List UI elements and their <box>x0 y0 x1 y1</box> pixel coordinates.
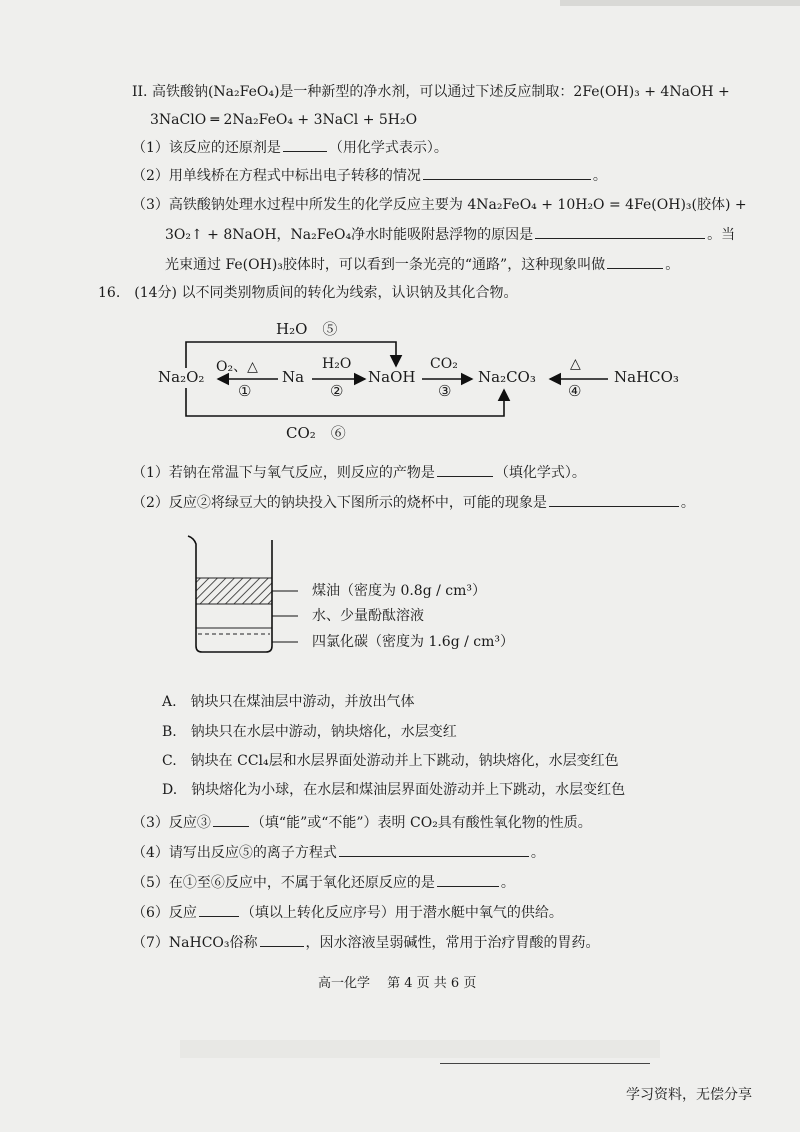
answer-blank[interactable] <box>437 462 493 477</box>
kerosene-layer <box>196 578 272 604</box>
q16-part5 <box>132 872 515 893</box>
answer-blank[interactable] <box>549 492 679 507</box>
answer-blank[interactable] <box>260 932 304 947</box>
scan-shadow-bottom <box>180 1040 660 1058</box>
label-arrow2-number: ② <box>330 382 344 400</box>
part2-q3-line2-text: 3O₂↑ + 8NaOH，Na₂FeO₄净水时能吸附悬浮物的原因是 <box>165 227 534 243</box>
label-water-phenolphthalein: 水、少量酚酞溶液 <box>312 608 424 624</box>
label-ccl4: 四氯化碳（密度为 1.6g / cm³） <box>312 634 515 650</box>
part2-q3-line3-tail: 。 <box>665 257 680 273</box>
answer-blank[interactable] <box>607 254 663 269</box>
option-c[interactable]: C. 钠块在 CCl₄层和水层界面处游动并上下跳动，钠块熔化，水层变红色 <box>162 753 619 769</box>
page-footer: 高一化学 第 4 页 共 6 页 <box>318 976 477 991</box>
q16-part7-tail: ，因水溶液呈弱碱性，常用于治疗胃酸的胃药。 <box>305 935 600 951</box>
answer-blank[interactable] <box>423 165 591 180</box>
option-b[interactable]: B. 钠块只在水层中游动，钠块熔化，水层变红 <box>162 724 457 740</box>
scan-shadow-top <box>560 0 800 6</box>
answer-blank[interactable] <box>283 137 327 152</box>
q16-part2-tail: 。 <box>680 495 695 511</box>
watermark-text: 学习资料，无偿分享 <box>626 1087 752 1103</box>
q16-part6-text: （6）反应 <box>132 905 197 921</box>
option-a[interactable]: A. 钠块只在煤油层中游动，并放出气体 <box>162 694 415 710</box>
answer-blank[interactable] <box>437 872 499 887</box>
label-reaction-6: CO₂ ⑥ <box>286 424 346 442</box>
label-kerosene: 煤油（密度为 0.8g / cm³） <box>312 583 487 599</box>
part2-q3-line3-text: 光束通过 Fe(OH)₃胶体时，可以看到一条光亮的“通路”，这种现象叫做 <box>165 257 606 273</box>
conversion-scheme <box>150 318 690 448</box>
compound-nahco3: NaHCO₃ <box>614 368 679 386</box>
answer-blank[interactable] <box>535 224 705 239</box>
compound-na: Na <box>282 368 305 386</box>
scan-rule-bottom <box>440 1063 650 1064</box>
q16-part5-tail: 。 <box>500 875 515 891</box>
compound-naoh: NaOH <box>368 368 416 386</box>
q16-part3-tail: （填“能”或“不能”）表明 CO₂具有酸性氧化物的性质。 <box>250 815 592 831</box>
q16-part1 <box>132 462 586 483</box>
compound-na2co3: Na₂CO₃ <box>478 368 536 386</box>
part2-q3-line3 <box>165 254 679 275</box>
q16-header: 16. (14分) 以不同类别物质间的转化为线索，认识钠及其化合物。 <box>98 285 518 301</box>
part2-q3-line2 <box>165 224 735 245</box>
q16-part7-text: （7）NaHCO₃俗称 <box>132 935 258 951</box>
label-arrow4-number: ④ <box>568 382 582 400</box>
part2-q1-tail: （用化学式表示）。 <box>328 140 448 156</box>
q16-part4 <box>132 842 545 863</box>
part2-q3-line1: （3）高铁酸钠处理水过程中所发生的化学反应主要为 4Na₂FeO₄ + 10H₂O = 4Fe(OH)₃(胶体) + <box>132 197 747 213</box>
q16-part4-tail: 。 <box>530 845 545 861</box>
beaker-diagram <box>180 530 310 660</box>
part2-q2-text: （2）用单线桥在方程式中标出电子转移的情况 <box>132 168 421 184</box>
arrow-6 <box>186 388 504 416</box>
label-reaction-5: H₂O ⑤ <box>276 320 338 338</box>
q16-part1-text: （1）若钠在常温下与氧气反应，则反应的产物是 <box>132 465 435 481</box>
label-arrow1-number: ① <box>238 382 252 400</box>
answer-blank[interactable] <box>199 902 239 917</box>
q16-part7 <box>132 932 600 953</box>
label-arrow4-reagent: △ <box>570 356 581 372</box>
compound-na2o2: Na₂O₂ <box>158 368 205 386</box>
part2-line1: II. 高铁酸钠(Na₂FeO₄)是一种新型的净水剂，可以通过下述反应制取：2Fe(OH)₃ + 4NaOH + <box>132 84 730 100</box>
q16-part3 <box>132 812 592 833</box>
answer-blank[interactable] <box>339 842 529 857</box>
part2-q3-line2-tail: 。当 <box>707 227 736 243</box>
q16-part4-text: （4）请写出反应⑤的离子方程式 <box>132 845 337 861</box>
q16-part3-text: （3）反应③ <box>132 815 211 831</box>
part2-q1-text: （1）该反应的还原剂是 <box>132 140 281 156</box>
q16-part6-tail: （填以上转化反应序号）用于潜水艇中氧气的供给。 <box>240 905 563 921</box>
part2-line2: 3NaClO ═ 2Na₂FeO₄ + 3NaCl + 5H₂O <box>150 112 418 128</box>
q16-part2 <box>132 492 695 513</box>
scheme-arrows <box>150 318 690 448</box>
answer-blank[interactable] <box>213 812 249 827</box>
beaker-drawing <box>180 530 310 660</box>
part2-q2 <box>132 165 607 186</box>
q16-part1-tail: （填化学式）。 <box>494 465 586 481</box>
label-arrow1-reagent: O₂、△ <box>216 359 258 375</box>
q16-part6 <box>132 902 563 923</box>
part2-q2-tail: 。 <box>592 168 607 184</box>
q16-part2-text: （2）反应②将绿豆大的钠块投入下图所示的烧杯中，可能的现象是 <box>132 495 547 511</box>
q16-part5-text: （5）在①至⑥反应中，不属于氧化还原反应的是 <box>132 875 435 891</box>
option-d[interactable]: D. 钠块熔化为小球，在水层和煤油层界面处游动并上下跳动，水层变红色 <box>162 782 626 798</box>
label-arrow2-reagent: H₂O <box>322 356 352 372</box>
label-arrow3-number: ③ <box>438 382 452 400</box>
part2-q1 <box>132 137 448 158</box>
label-arrow3-reagent: CO₂ <box>430 356 458 372</box>
